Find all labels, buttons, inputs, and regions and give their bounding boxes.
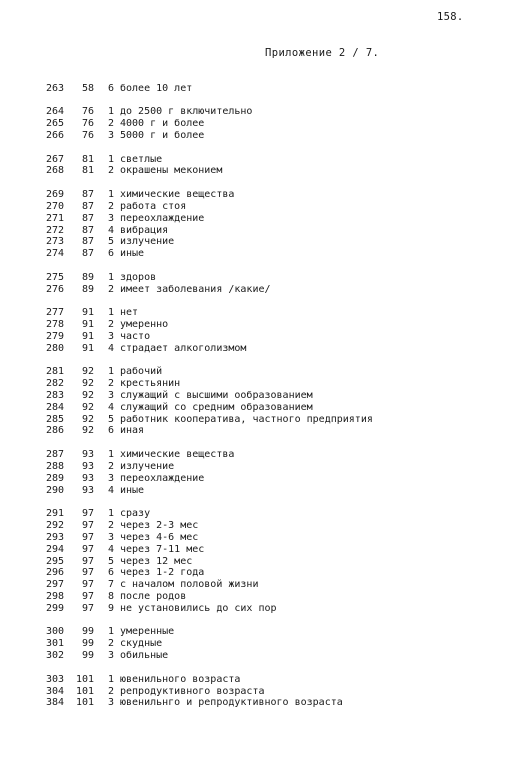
option-label: через 2-3 мес — [120, 519, 199, 531]
option-label: обильные — [120, 650, 169, 662]
row-code: 277 — [45, 306, 64, 318]
row-code: 296 — [45, 567, 64, 579]
option-number: 5 — [107, 413, 114, 425]
code-group — [0, 189, 512, 260]
question-number: 99 — [81, 626, 94, 638]
question-number: 87 — [81, 212, 94, 224]
option-number: 1 — [107, 366, 114, 378]
row-code: 284 — [45, 401, 64, 413]
option-label: через 7-11 мес — [120, 543, 205, 555]
option-label: ювенильнго и репродуктивного возраста — [120, 697, 343, 709]
option-number: 6 — [107, 248, 114, 260]
option-number: 6 — [107, 83, 114, 94]
option-number: 4 — [107, 224, 114, 236]
option-label: крестьянин — [120, 377, 181, 389]
question-number: 99 — [81, 650, 94, 662]
table-row — [0, 272, 512, 284]
table-row — [0, 449, 512, 461]
table-row — [0, 473, 512, 485]
option-number: 2 — [107, 200, 114, 212]
question-number: 97 — [81, 591, 94, 603]
option-label: химические вещества — [120, 188, 235, 200]
option-number: 1 — [107, 306, 114, 318]
option-number: 7 — [107, 579, 114, 591]
option-number: 2 — [107, 638, 114, 650]
question-number: 93 — [81, 484, 94, 496]
option-label: вибрация — [120, 224, 169, 236]
option-number: 2 — [107, 283, 114, 295]
option-number: 4 — [107, 401, 114, 413]
row-code: 302 — [45, 650, 64, 662]
option-label: через 4-6 мес — [120, 531, 199, 543]
row-code: 267 — [45, 153, 64, 165]
option-label: иные — [120, 248, 145, 260]
code-group — [0, 272, 512, 296]
table-row — [0, 485, 512, 497]
row-code: 279 — [45, 330, 64, 342]
row-code: 268 — [45, 165, 64, 177]
option-label: до 2500 г включительно — [120, 106, 253, 118]
table-row — [0, 591, 512, 603]
option-label: имеет заболевания /какие/ — [120, 283, 271, 295]
option-label: работа стоя — [120, 200, 187, 212]
question-number: 97 — [81, 567, 94, 579]
row-code: 281 — [45, 366, 64, 378]
option-label: иная — [120, 425, 145, 437]
table-row — [0, 544, 512, 556]
question-number: 92 — [81, 377, 94, 389]
question-number: 76 — [81, 106, 94, 118]
option-label: нет — [120, 306, 139, 318]
option-number: 1 — [107, 448, 114, 460]
question-number: 87 — [81, 200, 94, 212]
code-group — [0, 508, 512, 615]
question-number: 92 — [81, 366, 94, 378]
table-row — [0, 508, 512, 520]
table-row — [0, 331, 512, 343]
table-row — [0, 154, 512, 166]
question-number: 76 — [81, 118, 94, 130]
code-group — [0, 674, 512, 710]
option-number: 6 — [107, 425, 114, 437]
row-code: 272 — [45, 224, 64, 236]
option-label: излучение — [120, 236, 175, 248]
option-label: 5000 г и более — [120, 130, 205, 142]
table-row — [0, 343, 512, 355]
row-code: 265 — [45, 118, 64, 130]
row-code: 289 — [45, 472, 64, 484]
question-number: 93 — [81, 472, 94, 484]
table-row — [0, 414, 512, 426]
question-number: 89 — [81, 271, 94, 283]
option-label: с началом половой жизни — [120, 579, 259, 591]
option-number: 1 — [107, 271, 114, 283]
row-code: 303 — [45, 673, 64, 685]
table-row — [0, 225, 512, 237]
row-code: 291 — [45, 507, 64, 519]
table-row — [0, 520, 512, 532]
question-number: 97 — [81, 543, 94, 555]
option-label: здоров — [120, 271, 157, 283]
option-label: служащий с высшими ообразованием — [120, 389, 313, 401]
question-number: 87 — [81, 248, 94, 260]
option-label: 4000 г и более — [120, 118, 205, 130]
option-number: 1 — [107, 153, 114, 165]
table-row — [0, 697, 512, 709]
table-row — [0, 284, 512, 296]
code-group — [0, 366, 512, 437]
option-label: более 10 лет — [120, 83, 193, 94]
row-code: 264 — [45, 106, 64, 118]
row-code: 274 — [45, 248, 64, 260]
option-label: через 1-2 года — [120, 567, 205, 579]
row-code: 282 — [45, 377, 64, 389]
row-code: 301 — [45, 638, 64, 650]
option-label: после родов — [120, 591, 187, 603]
question-number: 93 — [81, 460, 94, 472]
option-number: 1 — [107, 106, 114, 118]
question-number: 81 — [81, 153, 94, 165]
question-number: 87 — [81, 188, 94, 200]
table-row — [0, 579, 512, 591]
question-number: 76 — [81, 130, 94, 142]
option-number: 4 — [107, 342, 114, 354]
table-row — [0, 402, 512, 414]
question-number: 81 — [81, 165, 94, 177]
option-number: 1 — [107, 673, 114, 685]
table-row — [0, 83, 512, 95]
question-number: 92 — [81, 413, 94, 425]
option-number: 8 — [107, 591, 114, 603]
table-row — [0, 189, 512, 201]
question-number: 93 — [81, 448, 94, 460]
option-number: 3 — [107, 130, 114, 142]
option-label: репродуктивного возраста — [120, 685, 265, 697]
question-number: 101 — [75, 697, 94, 709]
option-number: 1 — [107, 626, 114, 638]
question-number: 97 — [81, 507, 94, 519]
option-label: сразу — [120, 507, 151, 519]
question-number: 92 — [81, 425, 94, 437]
code-group — [0, 154, 512, 178]
option-number: 3 — [107, 531, 114, 543]
row-code: 287 — [45, 448, 64, 460]
option-number: 2 — [107, 685, 114, 697]
table-row — [0, 378, 512, 390]
option-number: 3 — [107, 330, 114, 342]
option-label: часто — [120, 330, 151, 342]
row-code: 288 — [45, 460, 64, 472]
page-number: 158. — [437, 11, 464, 23]
option-label: умеренные — [120, 626, 175, 638]
row-code: 299 — [45, 603, 64, 615]
table-row — [0, 603, 512, 615]
code-group — [0, 106, 512, 142]
question-number: 97 — [81, 531, 94, 543]
option-label: страдает алкоголизмом — [120, 342, 247, 354]
option-label: рабочий — [120, 366, 163, 378]
question-number: 97 — [81, 519, 94, 531]
row-code: 269 — [45, 188, 64, 200]
question-number: 91 — [81, 342, 94, 354]
table-row — [0, 686, 512, 698]
row-code: 286 — [45, 425, 64, 437]
row-code: 304 — [45, 685, 64, 697]
question-number: 87 — [81, 236, 94, 248]
option-number: 2 — [107, 318, 114, 330]
option-number: 3 — [107, 472, 114, 484]
table-row — [0, 567, 512, 579]
table-row — [0, 556, 512, 568]
row-code: 276 — [45, 283, 64, 295]
option-number: 2 — [107, 460, 114, 472]
option-number: 3 — [107, 389, 114, 401]
option-label: ювенильного возраста — [120, 673, 241, 685]
table-row — [0, 390, 512, 402]
option-number: 3 — [107, 650, 114, 662]
row-code: 273 — [45, 236, 64, 248]
row-code: 300 — [45, 626, 64, 638]
option-label: скудные — [120, 638, 163, 650]
question-number: 97 — [81, 579, 94, 591]
row-code: 290 — [45, 484, 64, 496]
table-row — [0, 106, 512, 118]
row-code: 270 — [45, 200, 64, 212]
row-code: 297 — [45, 579, 64, 591]
option-number: 4 — [107, 543, 114, 555]
question-number: 97 — [81, 555, 94, 567]
question-number: 58 — [81, 83, 94, 94]
row-code: 285 — [45, 413, 64, 425]
row-code: 280 — [45, 342, 64, 354]
table-row — [0, 130, 512, 142]
option-label: окрашены меконием — [120, 165, 223, 177]
option-number: 1 — [107, 188, 114, 200]
row-code: 292 — [45, 519, 64, 531]
code-table — [0, 83, 512, 721]
question-number: 92 — [81, 401, 94, 413]
option-number: 2 — [107, 165, 114, 177]
option-label: переохлаждение — [120, 212, 205, 224]
option-number: 1 — [107, 507, 114, 519]
table-row — [0, 248, 512, 260]
row-code: 275 — [45, 271, 64, 283]
option-number: 2 — [107, 377, 114, 389]
row-code: 266 — [45, 130, 64, 142]
row-code: 298 — [45, 591, 64, 603]
option-label: через 12 мес — [120, 555, 193, 567]
question-number: 87 — [81, 224, 94, 236]
option-label: переохлаждение — [120, 472, 205, 484]
question-number: 99 — [81, 638, 94, 650]
row-code: 384 — [45, 697, 64, 709]
table-row — [0, 319, 512, 331]
question-number: 91 — [81, 330, 94, 342]
option-number: 5 — [107, 555, 114, 567]
table-row — [0, 118, 512, 130]
code-group — [0, 449, 512, 497]
code-group — [0, 83, 512, 95]
question-number: 101 — [75, 673, 94, 685]
option-label: иные — [120, 484, 145, 496]
table-row — [0, 236, 512, 248]
question-number: 91 — [81, 318, 94, 330]
option-number: 3 — [107, 697, 114, 709]
row-code: 295 — [45, 555, 64, 567]
row-code: 278 — [45, 318, 64, 330]
table-row — [0, 626, 512, 638]
row-code: 263 — [45, 83, 64, 94]
row-code: 293 — [45, 531, 64, 543]
table-row — [0, 307, 512, 319]
table-row — [0, 461, 512, 473]
option-label: умеренно — [120, 318, 169, 330]
row-code: 271 — [45, 212, 64, 224]
option-label: светлые — [120, 153, 163, 165]
option-number: 2 — [107, 118, 114, 130]
row-code: 294 — [45, 543, 64, 555]
option-label: не установились до сих пор — [120, 603, 277, 615]
option-number: 9 — [107, 603, 114, 615]
code-group — [0, 307, 512, 355]
option-label: излучение — [120, 460, 175, 472]
option-label: служащий со средним образованием — [120, 401, 313, 413]
appendix-title: Приложение 2 / 7. — [265, 47, 380, 59]
table-row — [0, 201, 512, 213]
table-row — [0, 213, 512, 225]
row-code: 283 — [45, 389, 64, 401]
option-number: 4 — [107, 484, 114, 496]
code-group — [0, 626, 512, 662]
question-number: 89 — [81, 283, 94, 295]
question-number: 97 — [81, 603, 94, 615]
table-row — [0, 165, 512, 177]
question-number: 91 — [81, 306, 94, 318]
option-number: 5 — [107, 236, 114, 248]
option-number: 3 — [107, 212, 114, 224]
table-row — [0, 366, 512, 378]
table-row — [0, 425, 512, 437]
table-row — [0, 674, 512, 686]
table-row — [0, 650, 512, 662]
table-row — [0, 532, 512, 544]
option-label: химические вещества — [120, 448, 235, 460]
question-number: 92 — [81, 389, 94, 401]
table-row — [0, 638, 512, 650]
option-label: работник кооператива, частного предприятия — [120, 413, 373, 425]
option-number: 6 — [107, 567, 114, 579]
question-number: 101 — [75, 685, 94, 697]
option-number: 2 — [107, 519, 114, 531]
